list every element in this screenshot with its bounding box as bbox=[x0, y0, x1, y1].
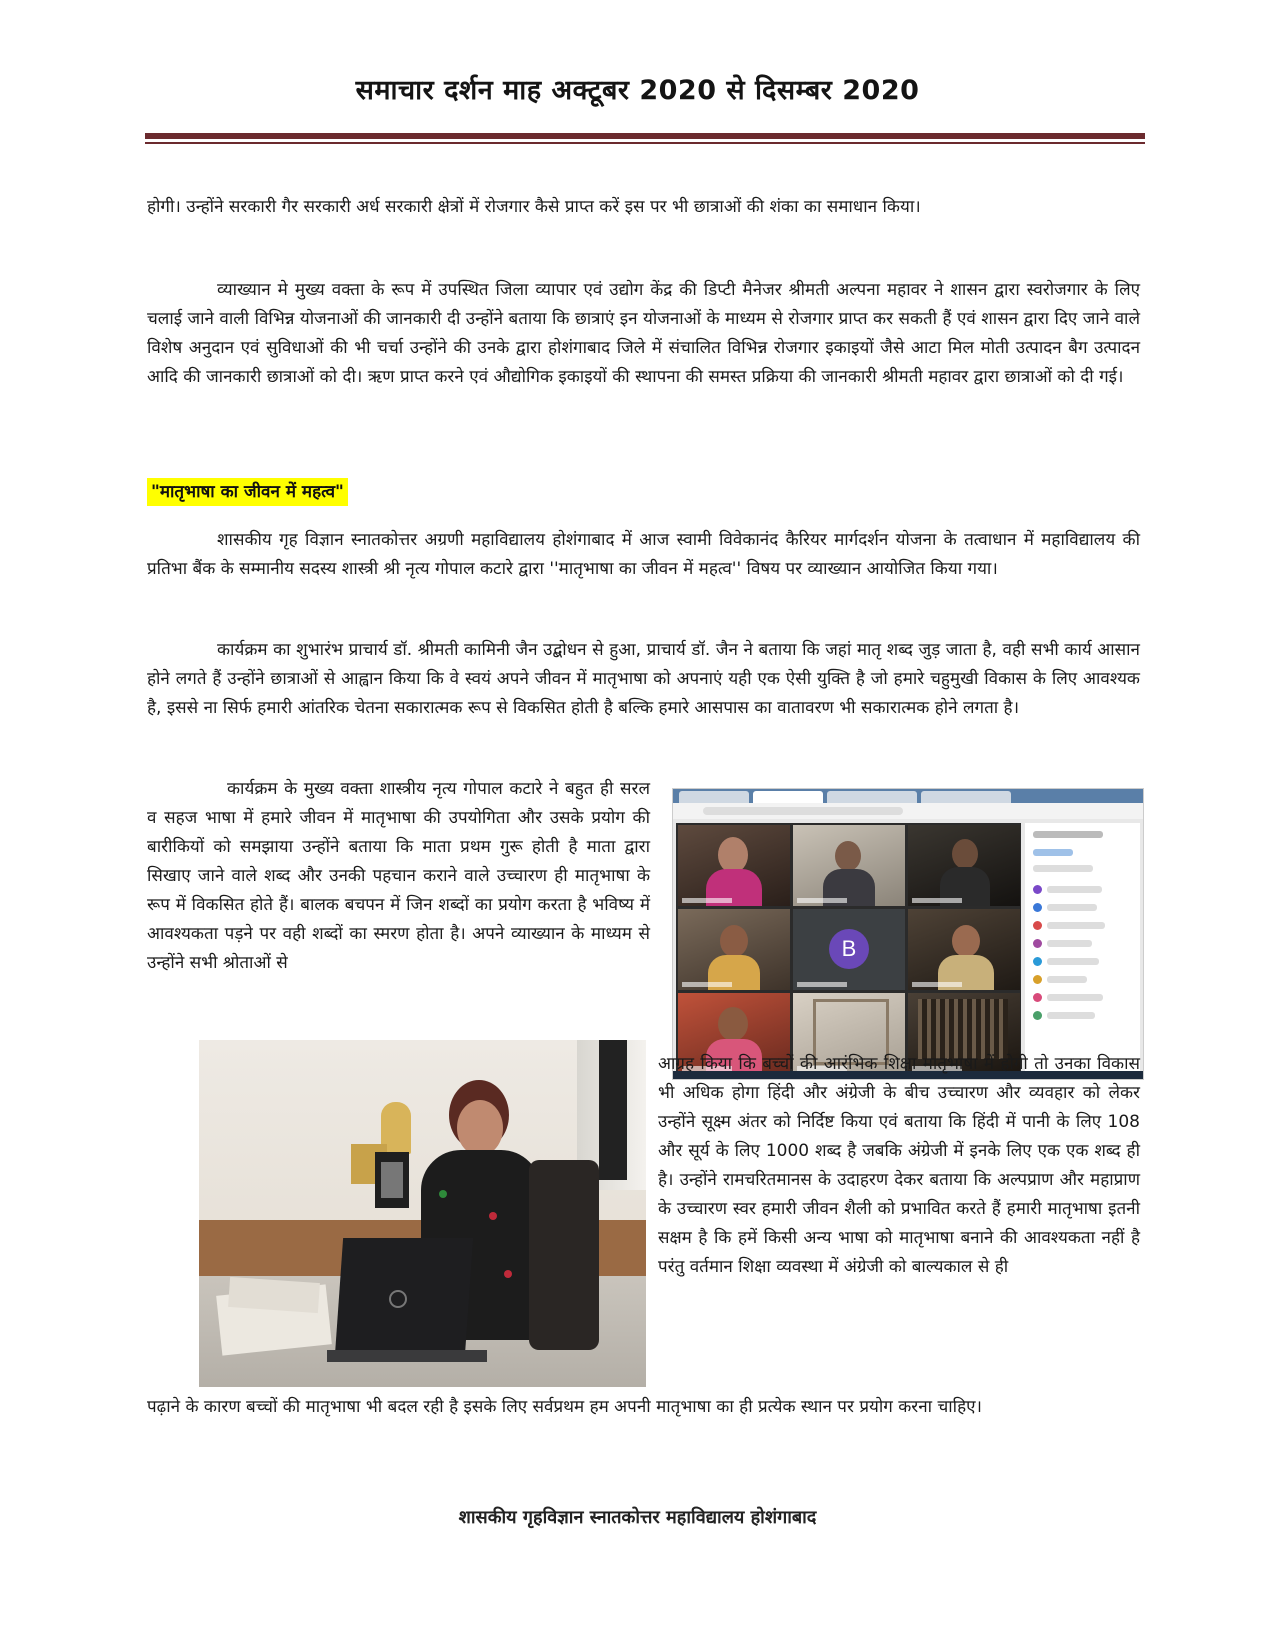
browser-tab bbox=[753, 791, 823, 803]
participant-tile bbox=[908, 825, 1020, 906]
section-heading: "मातृभाषा का जीवन में महत्व" bbox=[147, 478, 348, 506]
paragraph-7: पढ़ाने के कारण बच्चों की मातृभाषा भी बदल रही है इसके लिए सर्वप्रथम हम अपनी मातृभाषा का ही प्रत्येक स्थान पर प्रयोग करना चाहिए। bbox=[147, 1397, 982, 1417]
browser-tab-bar bbox=[673, 789, 1143, 803]
participant-tile bbox=[678, 825, 790, 906]
participants-panel bbox=[1025, 823, 1140, 1073]
video-call-screenshot bbox=[672, 788, 1144, 1080]
browser-tab bbox=[679, 791, 749, 803]
paragraph-2: व्याख्यान मे मुख्य वक्ता के रूप में उपस्थित जिला व्यापार एवं उद्योग केंद्र की डिप्टी मैनेजर श्रीमती अल्पना महावर ने शासन द्वारा स्वरोजगार के लिए चलाई जाने वाली विभिन्न योजनाओं की जानकारी दी उन्होंने बताया कि छात्राएं इन योजनाओं के माध्यम से रोजगार प्राप्त कर सकती हैं एवं शासन द्वारा दिए जाने वाले विशेष अनुदान एवं सुविधाओं की भी चर्चा उन्होंने की उनके द्वारा होशंगाबाद जिले में संचालित विभिन्न रोजगार इकाइयों जैसे आटा मिल मोती उत्पादन बैग उत्पादन आदि की जानकारी छात्राओं को दी। ऋण प्राप्त करने एवं औद्योगिक इकाइयों की स्थापना की समस्त प्रक्रिया की जानकारी श्रीमती महावर द्वारा छात्राओं को दी गई। bbox=[147, 280, 1140, 387]
browser-tab bbox=[827, 791, 917, 803]
paragraph-1: होगी। उन्होंने सरकारी गैर सरकारी अर्ध सरकारी क्षेत्रों में रोजगार कैसे प्राप्त करें इस पर भी छात्राओं की शंका का समाधान किया। bbox=[147, 197, 921, 217]
paragraph-4: कार्यक्रम का शुभारंभ प्राचार्य डॉ. श्रीमती कामिनी जैन उद्बोधन से हुआ, प्राचार्य डॉ. जैन ने बताया कि जहां मातृ शब्द जुड़ जाता है, वही सभी कार्य आसान होने लगते हैं उन्होंने छात्राओं से आह्वान किया कि वे स्वयं अपने जीवन में मातृभाषा को अपनाएं यही एक ऐसी युक्ति है जो हमारे चहुमुखी विकास के लिए आवश्यक है, इससे ना सिर्फ हमारी आंतरिक चेतना सकारात्मक रूप से विकसित होती है बल्कि हमारे आसपास का वातावरण भी सकारात्मक होने लगता है। bbox=[147, 640, 1140, 718]
footer-text: शासकीय गृहविज्ञान स्नातकोत्तर महाविद्यालय होशंगाबाद bbox=[458, 1507, 817, 1528]
participant-grid bbox=[676, 823, 1021, 1073]
office-photo bbox=[199, 1040, 646, 1387]
participant-tile bbox=[793, 909, 905, 990]
participant-tile bbox=[678, 909, 790, 990]
paragraph-6: आग्रह किया कि बच्चों की आरंभिक शिक्षा मातृभाषा में होगी तो उनका विकास भी अधिक होगा हिंदी और अंग्रेजी के बीच उच्चारण और व्यवहार को लेकर उन्होंने सूक्ष्म अंतर को निर्दिष्ट किया एवं बताया कि हिंदी में पानी के लिए 108 और सूर्य के लिए 1000 शब्द है जबकि अंग्रेजी में इनके लिए एक एक शब्द ही है। उन्होंने रामचरितमानस के उदाहरण देकर बताया कि अल्पप्राण और महाप्राण के उच्चारण स्वर हमारी जीवन शैली को प्रभावित करते हैं हमारी मातृभाषा इतनी सक्षम है कि हमें किसी अन्य भाषा को मातृभाषा बनाने की आवश्यकता नहीं है परंतु वर्तमान शिक्षा व्यवस्था में अंग्रेजी को बाल्यकाल से ही bbox=[658, 1054, 1140, 1277]
paragraph-5: कार्यक्रम के मुख्य वक्ता शास्त्रीय नृत्य गोपाल कटारे ने बहुत ही सरल व सहज भाषा में हमारे जीवन में मातृभाषा की उपयोगिता और उसके प्रयोग की बारीकियों को समझाया उन्होंने बताया कि माता प्रथम गुरू होती है माता द्वारा सिखाए जाने वाले शब्द और उनकी पहचान कराने वाले उच्चारण ही मातृभाषा के रूप में विकसित होते हैं। बालक बचपन में जिन शब्दों का प्रयोग करता है भविष्य में आवश्यकता पड़ने पर वही शब्दों का स्मरण होता है। अपने व्याख्यान के माध्यम से उन्होंने सभी श्रोताओं से bbox=[147, 779, 650, 973]
participant-avatar: B bbox=[829, 929, 869, 969]
browser-tab bbox=[921, 791, 1011, 803]
paragraph-3: शासकीय गृह विज्ञान स्नातकोत्तर अग्रणी महाविद्यालय होशंगाबाद में आज स्वामी विवेकानंद कैरियर मार्गदर्शन योजना के तत्वाधान में महाविद्यालय की प्रतिभा बैंक के सम्मानीय सदस्य शास्त्री श्री नृत्य गोपाल कटारे द्वारा ''मातृभाषा का जीवन में महत्व'' विषय पर व्याख्यान आयोजित किया गया। bbox=[147, 530, 1140, 579]
header-rule-thick bbox=[145, 133, 1145, 139]
page-title: समाचार दर्शन माह अक्टूबर 2020 से दिसम्बर 2020 bbox=[355, 75, 920, 106]
header-rule-thin bbox=[145, 142, 1145, 144]
participant-tile bbox=[793, 825, 905, 906]
url-field bbox=[703, 807, 903, 815]
participant-tile bbox=[908, 909, 1020, 990]
